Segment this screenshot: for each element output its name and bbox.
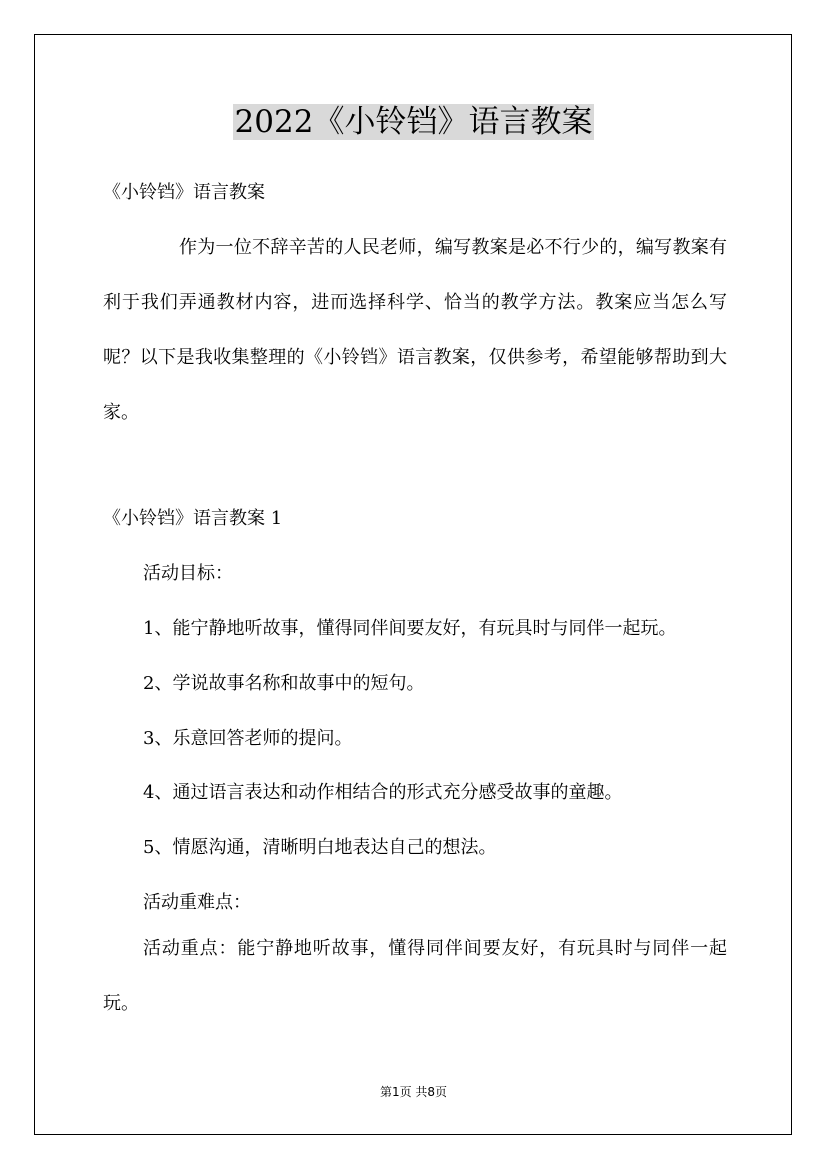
intro-paragraph: 作为一位不辞辛苦的人民老师，编写教案是必不行少的，编写教案有利于我们弄通教材内容，进而选择科学、恰当的教学方法。教案应当怎么写呢？以下是我收集整理的《小铃铛》语言教案，仅供参考，希望能够帮助到大家。: [103, 237, 727, 423]
document-subtitle: 《小铃铛》语言教案: [103, 182, 265, 203]
keypoint-paragraph: 活动重点：能宁静地听故事，懂得同伴间要友好，有玩具时与同伴一起玩。: [103, 938, 727, 1014]
goal-item: 4、通过语言表达和动作相结合的形式充分感受故事的童趣。: [143, 782, 623, 803]
goal-item: 3、乐意回答老师的提问。: [143, 728, 353, 749]
goal-item: 5、情愿沟通，清晰明白地表达自己的想法。: [143, 837, 497, 858]
goal-item: 1、能宁静地听故事，懂得同伴间要友好，有玩具时与同伴一起玩。: [143, 618, 677, 639]
goals-label: 活动目标：: [143, 563, 233, 584]
section-heading: 《小铃铛》语言教案 1: [103, 508, 283, 529]
page-footer: 第1页 共8页: [379, 1085, 448, 1099]
keypoints-label: 活动重难点：: [143, 892, 251, 913]
document-title: 2022《小铃铛》语言教案: [234, 104, 593, 140]
goal-item: 2、学说故事名称和故事中的短句。: [143, 673, 425, 694]
